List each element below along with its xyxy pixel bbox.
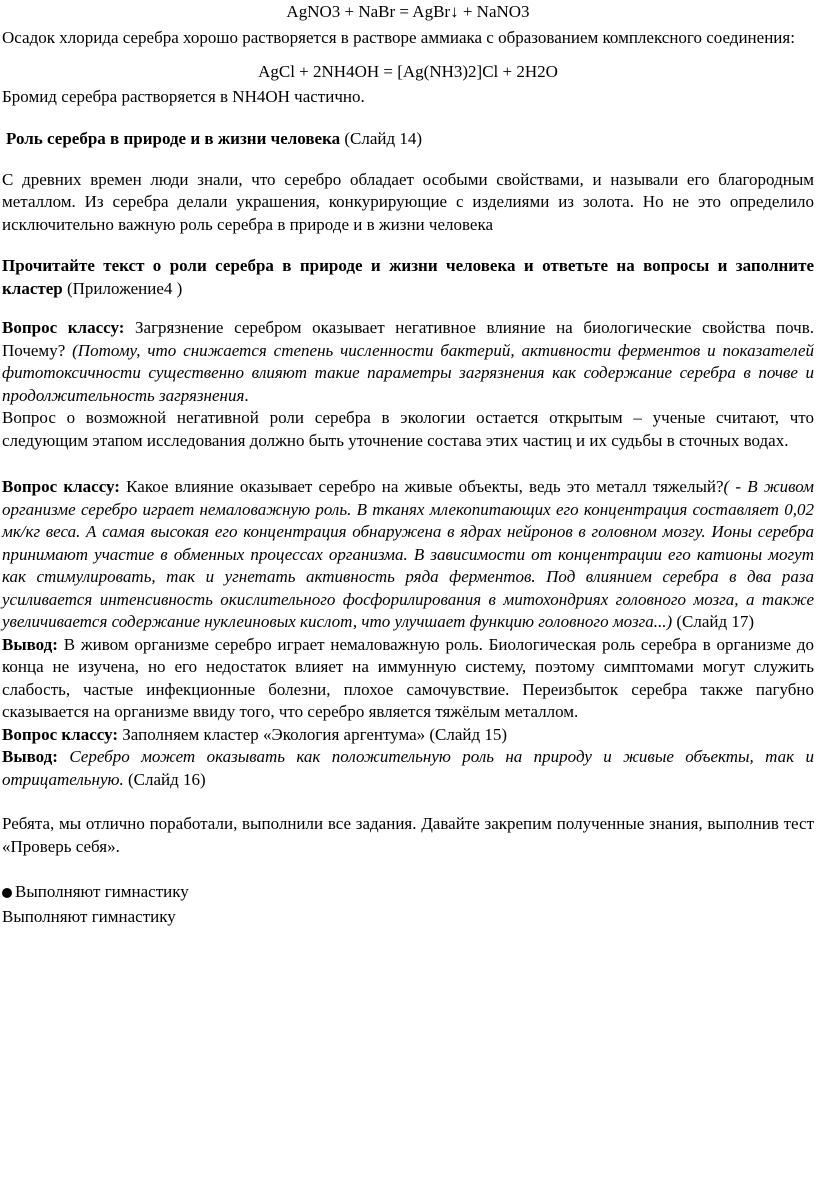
task-instruction-bold: Прочитайте текст о роли серебра в природе и жизни человека и ответьте на вопросы и заполните кластер xyxy=(2,256,814,298)
equation-ammonia-complex: AgCl + 2NH4OH = [Ag(NH3)2]Cl + 2H2O xyxy=(258,62,558,81)
question-cluster xyxy=(2,724,814,747)
question-soil-label: Вопрос классу: xyxy=(2,318,125,337)
section-heading xyxy=(2,128,814,151)
task-instruction-appendix: (Приложение4 ) xyxy=(62,278,183,298)
section-heading-bold: Роль серебра в природе и в жизни человека xyxy=(6,129,341,148)
paragraph-silver-chloride: Осадок хлорида серебра хорошо растворяется в растворе аммиака с образованием комплексного соединения: xyxy=(2,27,795,47)
conclusion-final xyxy=(2,746,814,791)
question-living-text: Какое влияние оказывает серебро на живые объекты, ведь это металл тяжелый? xyxy=(119,477,724,496)
question-soil xyxy=(2,317,814,407)
conclusion-organism xyxy=(2,634,814,724)
question-living-objects xyxy=(2,476,814,634)
conclusion-final-label: Вывод: xyxy=(2,747,58,766)
question-living-answer: ( - В живом организме серебро играет немаловажную роль. В тканях млекопитающих его концентрация составляет 0,02 мк/кг веса. А самая высокая его концентрация обнаружена в ядрах нейронов в головном мозгу. Ионы серебра принимают участие в обменных процессах организма. В зависимости от концентрации его катионы могут как стимулировать, так и угнетать активность ряда ферментов. Под влиянием серебра в два раза усиливается интенсивность окислительного фосфорилирования в митохондриях головного мозга, а также увеличивается содержание нуклеиновых кислот, что улучшает функцию головного мозга...) xyxy=(2,477,814,631)
gymnastics-line: Выполняют гимнастику xyxy=(2,906,176,926)
question-soil-text: Загрязнение серебром оказывает негативное влияние на биологические свойства почв. Почему? xyxy=(2,318,814,360)
conclusion-final-text: Серебро может оказывать как положительную роль на природу и живые объекты, так и отрицательную. xyxy=(2,747,814,789)
conclusion-organism-text: В живом организме серебро играет немаловажную роль. Биологическая роль серебра в организме до конца не изучена, но его недостаток влияет на иммунную систему, поэтому симптомами могут служить слабость, частые инфекционные болезни, плохое самочувствие. Переизбыток серебра также пагубно сказывается на организме ввиду того, что серебро является тяжёлым металлом. xyxy=(2,634,814,721)
question-soil-answer: (Потому, что снижается степень численности бактерий, активности ферментов и показателей фитотоксичности существенно влияют такие параметры загрязнения как содержание серебра в почве и продолжительность загрязнения xyxy=(2,340,814,405)
gymnastics-bullet-item xyxy=(2,881,814,904)
section-heading-slide: (Слайд 14) xyxy=(340,129,423,148)
document-body xyxy=(2,1,814,928)
paragraph-silver-bromide: Бромид серебра растворяется в NH4OH частично. xyxy=(2,86,365,106)
conclusion-final-slide: (Слайд 16) xyxy=(123,769,206,789)
question-cluster-text: Заполняем кластер «Экология аргентума» (Слайд 15) xyxy=(118,724,508,744)
paragraph-test: Ребята, мы отлично поработали, выполнили все задания. Давайте закрепим полученные знания, выполнив тест «Проверь себя». xyxy=(2,814,814,856)
gymnastics-bullet-text: Выполняют гимнастику xyxy=(15,882,189,901)
conclusion-organism-label: Вывод: xyxy=(2,634,58,654)
task-instruction xyxy=(2,255,814,300)
question-living-label: Вопрос классу: xyxy=(2,477,120,496)
question-soil-end: . xyxy=(244,385,249,405)
question-living-slide: (Слайд 17) xyxy=(672,612,755,631)
equation-silver-bromide: AgNO3 + NaBr = AgBr↓ + NaNO3 xyxy=(286,2,530,21)
bullet-icon xyxy=(2,888,12,898)
paragraph-ecology: Вопрос о возможной негативной роли серебра в экологии остается открытым – ученые считают, что следующим этапом исследования должно быть уточнение состава этих частиц и их судьбы в сточных водах. xyxy=(2,408,814,450)
paragraph-history: С древних времен люди знали, что серебро обладает особыми свойствами, и называли его благородным металлом. Из серебра делали украшения, конкурирующие с изделиями из золота. Но не это определило исключительно важную роль серебра в природе и в жизни человека xyxy=(2,169,814,234)
question-cluster-label: Вопрос классу: xyxy=(2,724,119,744)
